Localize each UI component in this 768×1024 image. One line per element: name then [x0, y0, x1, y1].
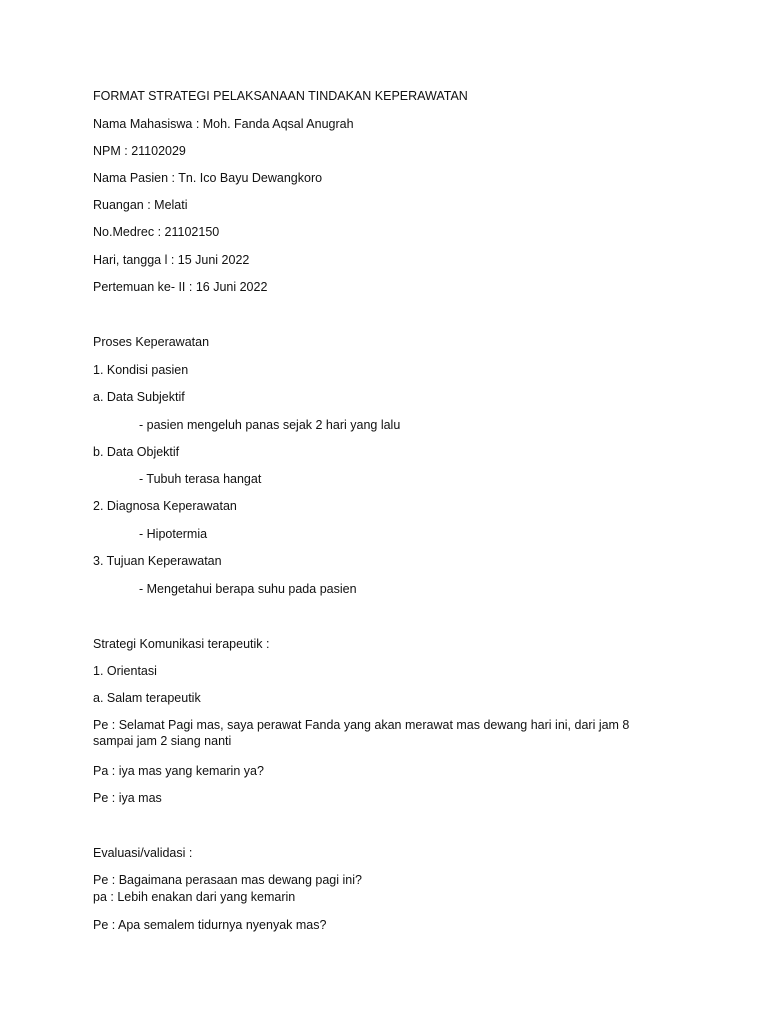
section-heading-proses: Proses Keperawatan	[93, 335, 210, 349]
field-nama-pasien: Nama Pasien : Tn. Ico Bayu Dewangkoro	[93, 171, 323, 185]
section-heading-evaluasi: Evaluasi/validasi :	[93, 846, 193, 860]
field-nama-mahasiswa: Nama Mahasiswa : Moh. Fanda Aqsal Anugrah	[93, 117, 354, 131]
list-item-data-objektif: b. Data Objektif	[93, 445, 180, 459]
list-item-tujuan: 3. Tujuan Keperawatan	[93, 554, 222, 568]
dialog-line: Pe : Selamat Pagi mas, saya perawat Fanda yang akan merawat mas dewang hari ini, dari jam 8 sampai jam 2 siang nanti	[93, 718, 630, 748]
field-no-medrec: No.Medrec : 21102150	[93, 225, 220, 239]
list-item-data-objektif-detail: - Tubuh terasa hangat	[139, 472, 262, 486]
list-item-diagnosa-detail: - Hipotermia	[139, 527, 208, 541]
field-pertemuan: Pertemuan ke- II : 16 Juni 2022	[93, 280, 268, 294]
field-npm: NPM : 21102029	[93, 144, 186, 158]
dialog-line: Pa : iya mas yang kemarin ya?	[93, 764, 264, 778]
field-hari-tanggal: Hari, tangga l : 15 Juni 2022	[93, 253, 250, 267]
section-heading-strategi: Strategi Komunikasi terapeutik :	[93, 637, 270, 651]
dialog-line: pa : Lebih enakan dari yang kemarin	[93, 890, 296, 904]
list-item-tujuan-detail: - Mengetahui berapa suhu pada pasien	[139, 582, 357, 596]
list-item-orientasi: 1. Orientasi	[93, 664, 157, 678]
list-item-data-subjektif: a. Data Subjektif	[93, 390, 185, 404]
dialog-line: Pe : iya mas	[93, 791, 162, 805]
list-item-salam-terapeutik: a. Salam terapeutik	[93, 691, 201, 705]
list-item-data-subjektif-detail: - pasien mengeluh panas sejak 2 hari yang lalu	[139, 418, 401, 432]
list-item-diagnosa: 2. Diagnosa Keperawatan	[93, 499, 237, 513]
dialog-line: Pe : Apa semalem tidurnya nyenyak mas?	[93, 918, 327, 932]
document-title: FORMAT STRATEGI PELAKSANAAN TINDAKAN KEPERAWATAN	[93, 89, 468, 103]
dialog-line: Pe : Bagaimana perasaan mas dewang pagi ini?	[93, 873, 362, 887]
list-item-kondisi: 1. Kondisi pasien	[93, 363, 189, 377]
field-ruangan: Ruangan : Melati	[93, 198, 188, 212]
